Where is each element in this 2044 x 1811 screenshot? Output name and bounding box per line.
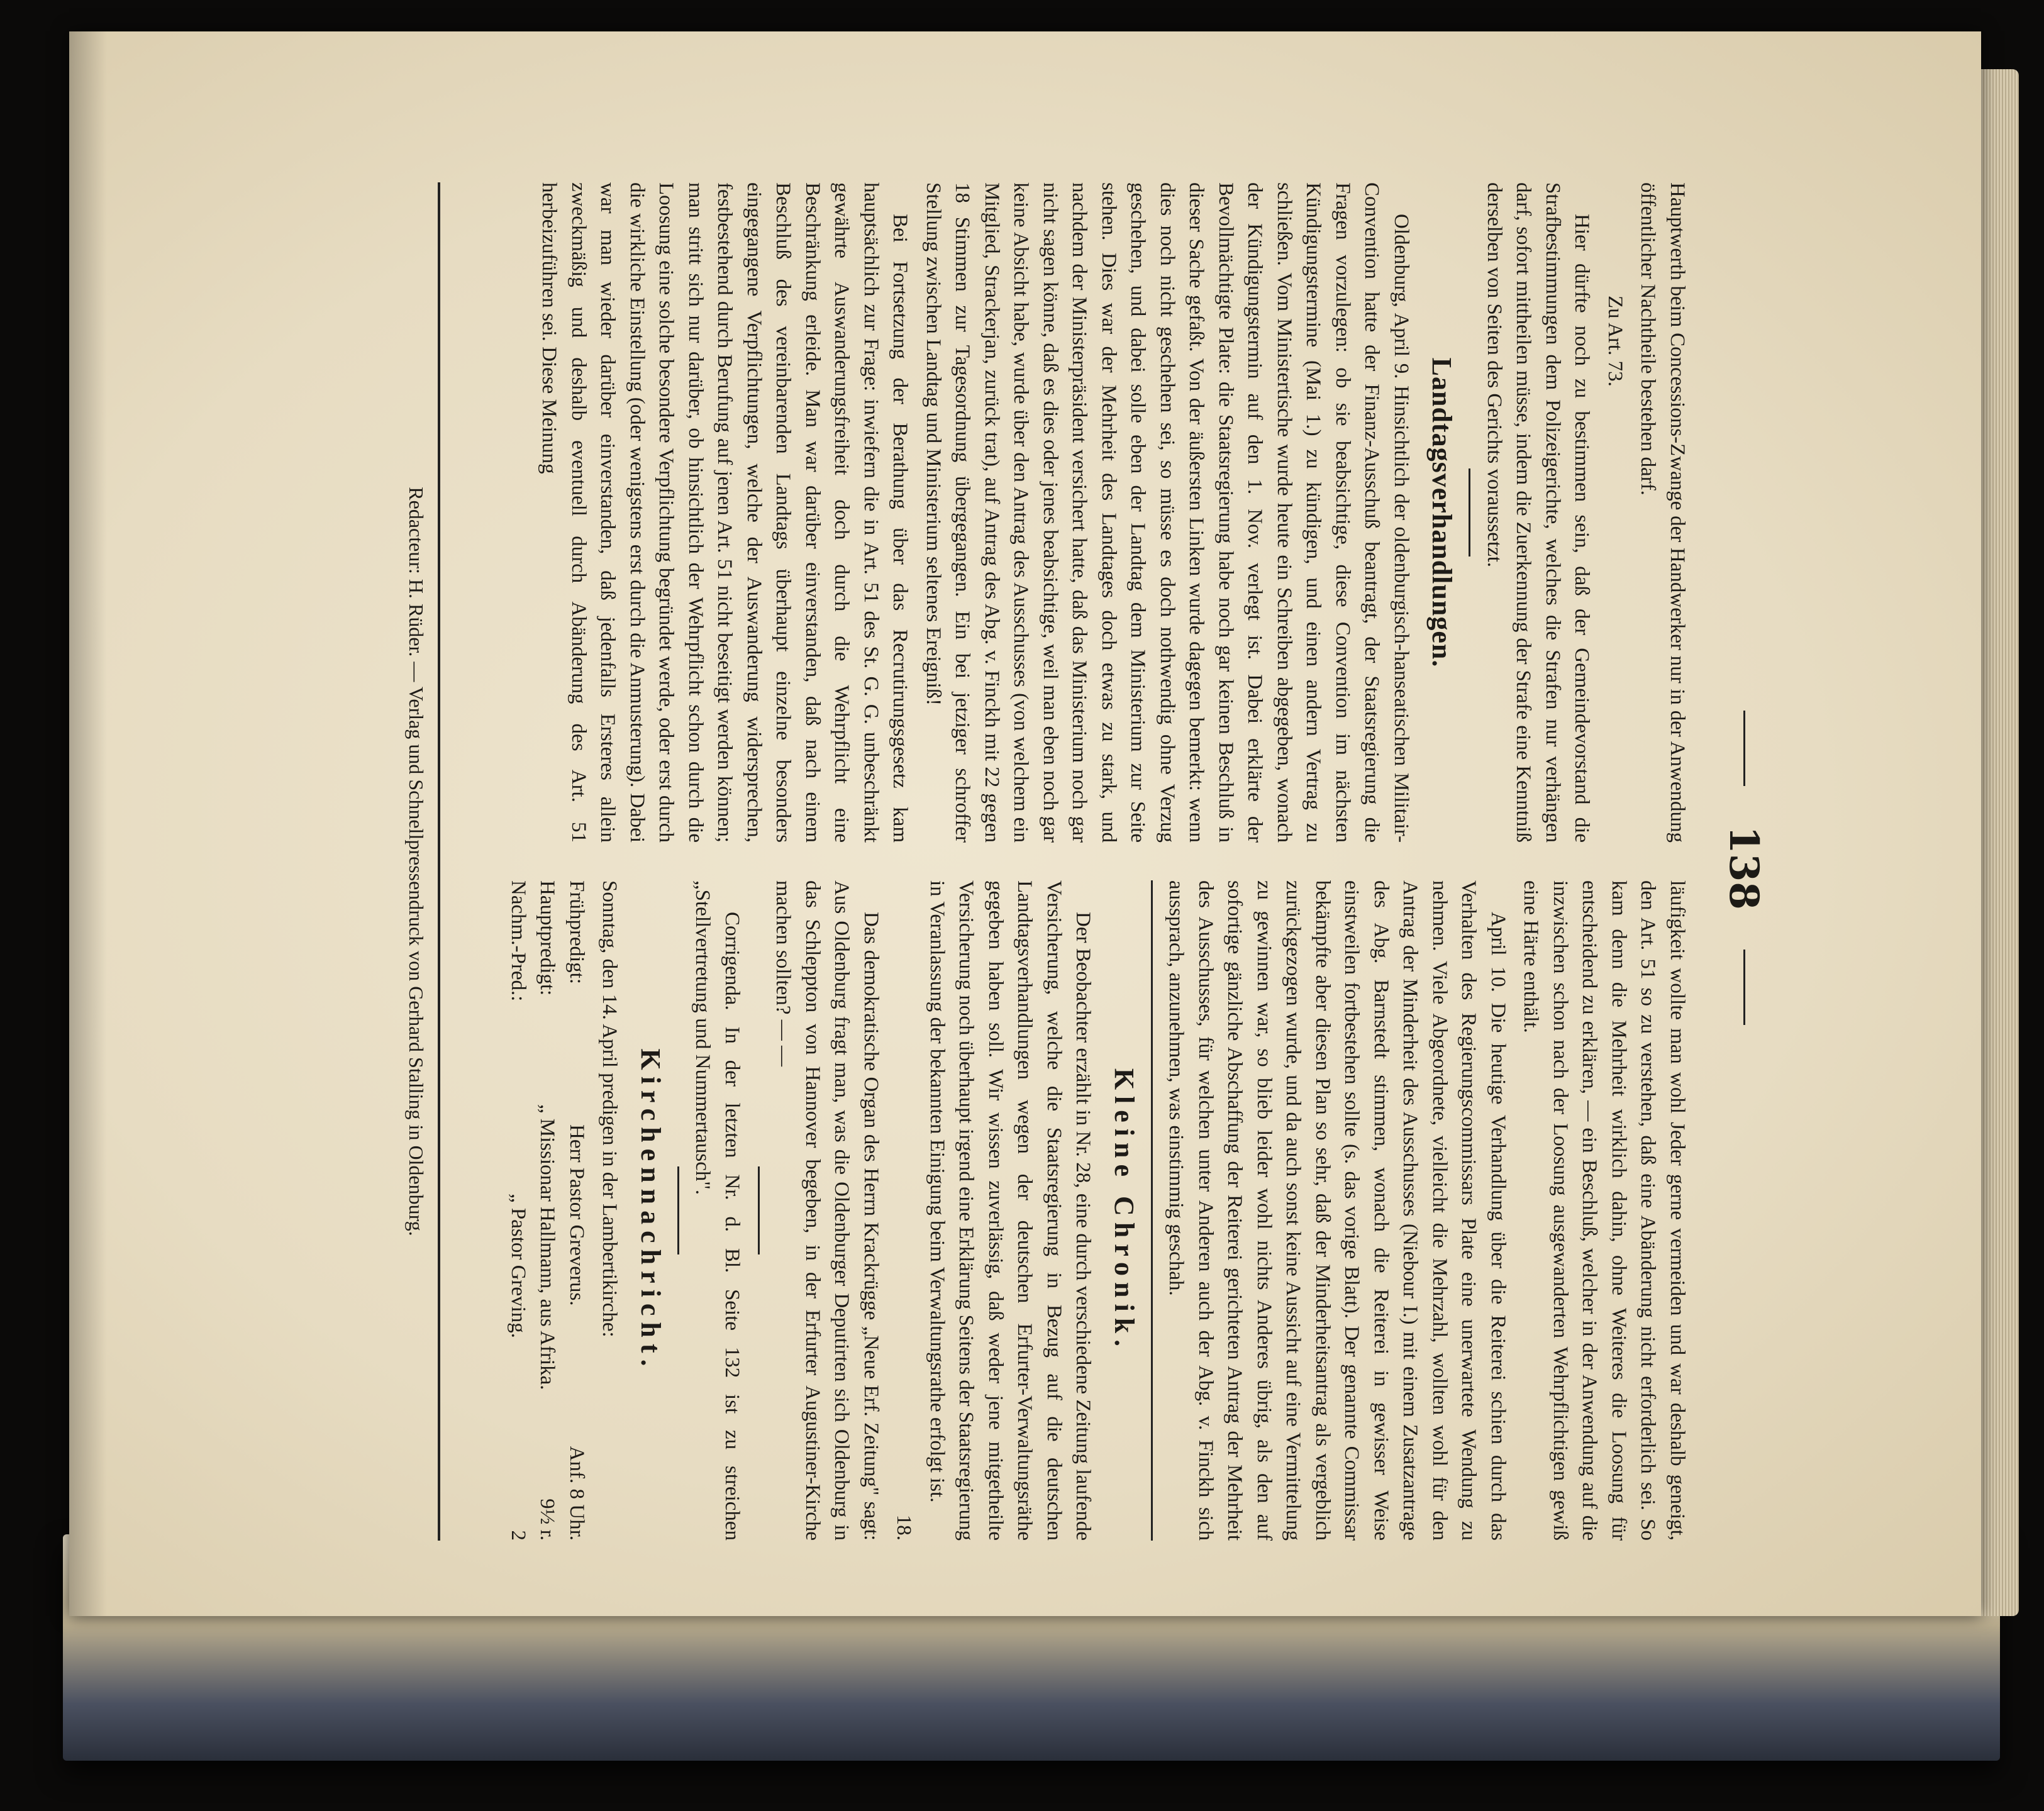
- service-role: Frühpredigt:: [565, 880, 588, 984]
- header-dash-left: [1743, 711, 1745, 786]
- service-role: Nachm.-Pred.:: [507, 880, 530, 1002]
- service-name: Herr Pastor Greverus.: [565, 1124, 588, 1306]
- service-row: [562, 880, 592, 1541]
- service-time: 9½ r.: [536, 1498, 559, 1541]
- right-para-1: läufigkeit wollte man wohl Jeder gerne vermeiden und war deshalb geneigt, den Art. 51 so zu verstehen, daß eine Abänderung nicht erforderlich sei. So kam denn die Mehrheit wirklich dahin, ohne Weiteres die Loosung für entscheidend zu erklären, — ein Beschluß, welcher in der Anwendung auf die inzwischen schon nach der Loosung ausgewanderten Wehrpflichtigen gewiß eine Härte enthält.: [1519, 880, 1689, 1541]
- service-name: „ Pastor Greving.: [507, 1193, 530, 1338]
- service-time: Anf. 8 Uhr.: [565, 1446, 588, 1541]
- page-text-block: [333, 170, 1780, 1553]
- imprint-footer: Redacteur: H. Rüder. — Verlag und Schnellpressendruck von Gerhard Stalling in Oldenburg.: [405, 487, 428, 1236]
- left-para-4: Bei Fortsetzung der Berathung über das Recrutirungsgesetz kam hauptsächlich zur Frage: inwiefern die in Art. 51 des St. G. G. unbeschränkt gewährte Auswanderungsfreiheit doch durch die Wehrpflicht eine Beschränkung erleide. Man war darüber einverstanden, daß nach einem Beschluß des vereinbarenden Landtags überhaupt einzelne besonders eingegangene Verpflichtungen, welche der Auswanderung widersprechen, festbestehend durch Berufung auf jenen Art. 51 nicht beseitigt werden können; man stritt sich nur darüber, ob hinsichtlich der Wehrpflicht schon durch die Loosung eine solche besondere Verpflichtung begründet werde, oder erst durch die wirkliche Einstellung (oder wenigstens erst durch die Anmusterung). Dabei war man wieder darüber einverstanden, daß jedenfalls Ersteres allein zweckmäßig und deshalb eventuell durch Abänderung des Art. 51 herbeizuführen sei. Diese Meinung: [538, 182, 912, 843]
- right-para-3: Der Beobachter erzählt in Nr. 28, eine durch verschiedene Zeitung laufende Versicherung, welche die Staatsregierung in Bezug auf die deutschen Landtagsverhandlungen wegen der deutschen Erfurter-Verwaltungsräthe gegeben haben soll. Wir wissen zuverlässig, daß weder jene mitgetheilte Versicherung noch überhaupt irgend eine Erklärung Seitens der Staatsregierung in Veranlassung der bekannten Einigung beim Verwaltungsrathe erfolgt ist.: [926, 880, 1095, 1541]
- service-name: „ Missionar Hallmann, aus Afrika.: [536, 1104, 559, 1390]
- service-row: [504, 880, 533, 1541]
- service-role: Hauptpredigt:: [536, 880, 559, 996]
- section-heading-landtag: Landtagsverhandlungen.: [1426, 357, 1458, 668]
- footer-rule: [438, 182, 440, 1541]
- divider: [1469, 468, 1471, 557]
- divider: [758, 1166, 760, 1254]
- right-column: [504, 880, 1692, 1541]
- service-row: [533, 880, 562, 1541]
- divider: [677, 1166, 679, 1254]
- section-heading-chronik: Kleine Chronik.: [1109, 1068, 1140, 1353]
- divider: [1151, 880, 1153, 1541]
- right-para-2: April 10. Die heutige Verhandlung über die Reiterei schien durch das Verhalten des Regierungscommissars Plate eine unerwartete Wendung zu nehmen. Viele Abgeordnete, vielleicht die Mehrzahl, wollten wohl für den Antrag der Minderheit des Ausschusses (Niebour I.) mit einem Zusatzantrage des Abg. Barnstedt stimmen, wonach die Reiterei in gewisser Weise einstweilen fortbestehen sollte (s. das vorige Blatt). Der genannte Commissar bekämpfte aber diesen Plan so sehr, daß der Minderheitsantrag als vergeblich zurückgezogen wurde, und da auch sonst keine Aussicht auf eine Vermittelung zu gewinnen war, so blieb leider wohl nichts Anderes übrig, als den auf sofortige gänzliche Abschaffung der Reiterei gerichteten Antrag der Mehrheit des Ausschusses, für welchen unter Anderen auch der Abg. v. Finckh sich aussprach, anzunehmen, was einstimmig geschah.: [1165, 880, 1509, 1541]
- left-para-1: Hauptwerth beim Concessions-Zwange der Handwerker nur in der Anwendung öffentlicher Nachtheile bestehen darf.: [1636, 182, 1689, 843]
- left-column: [531, 182, 1692, 843]
- left-para-2: Hier dürfte noch zu bestimmen sein, daß der Gemeindevorstand die Strafbestimmungen dem Polizeigerichte, welches die Strafen nur verhängen darf, sofort mittheilen müsse, indem die Zuerkennung der Strafe eine Kenntniß derselben von Seiten des Gerichts voraussetzt.: [1483, 182, 1594, 843]
- right-para-5: Corrigenda. In der letzten Nr. d. Bl. Seite 132 ist zu streichen „Stellvertretung und Nummertausch".: [691, 880, 743, 1541]
- art-reference: Zu Art. 73.: [1604, 296, 1626, 387]
- kirche-intro: Sonntag, den 14. April predigen in der Lambertikirche:: [598, 880, 621, 1337]
- header-dash-right: [1743, 950, 1745, 1025]
- right-para-4: Das demokratische Organ des Herrn Krackrügge „Neue Erf. Zeitung" sagt: Aus Oldenburg fragt man, was die Oldenburger Deputirten sich Oldenburg in das Schleppton von Hannover begeben, in der Erfurter Augustiner-Kirche machen sollten? — —: [772, 880, 882, 1541]
- newspaper-page: [69, 31, 1981, 1616]
- rotated-content: [371, 145, 1805, 1578]
- section-heading-kirche: Kirchennachricht.: [635, 1048, 666, 1373]
- page-number: 138: [1720, 826, 1767, 910]
- service-time: 2: [507, 1530, 530, 1541]
- left-para-3: Oldenburg, April 9. Hinsichtlich der oldenburgisch-hanseatischen Militair-Convention hatte der Finanz-Ausschuß beantragt, der Staatsregierung die Fragen vorzulegen: ob sie beabsichtige, diese Convention im nächsten Kündigungstermine (Mai 1.) zu kündigen, und einen andern Vertrag zu schließen. Vom Ministertische wurde heute ein Schreiben abgegeben, wonach der Kündigungstermin auf den 1. Nov. verlegt ist. Dabei erklärte der Bevollmächtigte Plate: die Staatsregierung habe noch gar keinen Beschluß in dieser Sache gefaßt. Von der äußersten Linken wurde dagegen bemerkt: wenn dies noch nicht geschehen sei, so müsse es doch nothwendig ohne Verzug geschehen, und dabei solle eben der Landtag dem Ministerium zur Seite stehen. Dies war der Mehrheit des Landtages doch etwas zu stark, und nachdem der Ministerpräsident versichert hatte, daß das Ministerium noch gar nicht sagen könne, daß es dies oder jenes beabsichtige, weil man eben noch gar keine Absicht habe, wurde über den Antrag des Ausschusses (von welchem ein Mitglied, Strackerjan, zurück trat), auf Antrag des Abg. v. Finckh mit 22 gegen 18 Stimmen zur Tagesordnung übergegangen. Ein bei jetziger schroffer Stellung zwischen Landtag und Ministerium seltenes Ereigniß!: [922, 182, 1413, 843]
- signature: 18.: [892, 1514, 916, 1541]
